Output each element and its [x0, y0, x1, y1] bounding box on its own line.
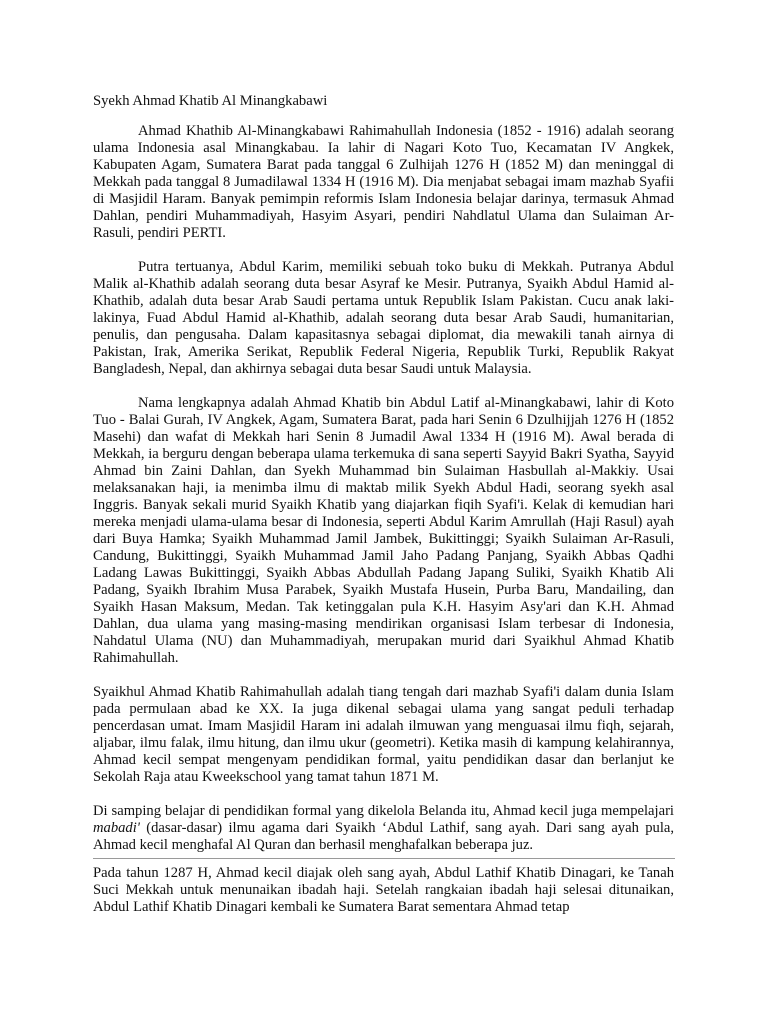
document-title: Syekh Ahmad Khatib Al Minangkabawi — [93, 93, 328, 109]
paragraph-early-education — [93, 803, 674, 854]
paragraph-biography-intro: Ahmad Khathib Al-Minangkabawi Rahimahullah Indonesia (1852 - 1916) adalah seorang ulama Indonesia asal Minangkabau. Ia lahir di Nagari Koto Tuo, Kecamatan IV Angkek, Kabupaten Agam, Sumatera Barat pada tanggal 6 Zulhijah 1276 H (1852 M) dan meninggal di Mekkah pada tanggal 8 Jumadilawal 1334 H (1916 M). Dia menjabat sebagai imam mazhab Syafii di Masjidil Haram. Banyak pemimpin reformis Islam Indonesia belajar darinya, termasuk Ahmad Dahlan, pendiri Muhammadiyah, Hasyim Asyari, pendiri Nahdlatul Ulama dan Sulaiman Ar-Rasuli, pendiri PERTI. — [93, 123, 674, 241]
paragraph-hajj-journey: Pada tahun 1287 H, Ahmad kecil diajak oleh sang ayah, Abdul Lathif Khatib Dinagari, ke Tanah Suci Mekkah untuk menunaikan ibadah haji. Setelah rangkaian ibadah haji selesai ditunaikan, Abdul Lathif Khatib Dinagari kembali ke Sumatera Barat sementara Ahmad tetap — [93, 865, 674, 915]
paragraph-early-education-part1: Di samping belajar di pendidikan formal yang dikelola Belanda itu, Ahmad kecil juga mempelajari — [93, 803, 674, 819]
paragraph-full-name-and-students: Nama lengkapnya adalah Ahmad Khatib bin Abdul Latif al-Minangkabawi, lahir di Koto Tuo - Balai Gurah, IV Angkek, Agam, Sumatera Barat, pada hari Senin 6 Dzulhijjah 1276 H (1852 Masehi) dan wafat di Mekkah hari Senin 8 Jumadil Awal 1334 H (1916 M). Awal berada di Mekkah, ia berguru dengan beberapa ulama terkemuka di sana seperti Sayyid Bakri Syatha, Sayyid Ahmad bin Zaini Dahlan, dan Syekh Muhammad bin Sulaiman Hasbullah al-Makkiy. Usai melaksanakan haji, ia menimba ilmu di maktab milik Syekh Abdul Hadi, seorang syekh asal Inggris. Banyak sekali murid Syaikh Khatib yang diajarkan fiqih Syafi'i. Kelak di kemudian hari mereka menjadi ulama-ulama besar di Indonesia, seperti Abdul Karim Amrullah (Haji Rasul) ayah dari Buya Hamka; Syaikh Muhammad Jamil Jambek, Bukittinggi; Syaikh Sulaiman Ar-Rasuli, Candung, Bukittinggi, Syaikh Muhammad Jamil Jaho Padang Panjang, Syaikh Abbas Qadhi Ladang Lawas Bukittinggi, Syaikh Abbas Abdullah Padang Japang Suliki, Syaikh Khatib Ali Padang, Syaikh Ibrahim Musa Parabek, Syaikh Mustafa Husein, Purba Baru, Mandailing, dan Syaikh Hasan Maksum, Medan. Tak ketinggalan pula K.H. Hasyim Asy'ari dan K.H. Ahmad Dahlan, dua ulama yang masing-masing mendirikan organisasi Islam terbesar di Indonesia, Nahdatul Ulama (NU) dan Muhammadiyah, merupakan murid dari Syaikhul Ahmad Khatib Rahimahullah. — [93, 395, 674, 666]
paragraph-family: Putra tertuanya, Abdul Karim, memiliki sebuah toko buku di Mekkah. Putranya Abdul Malik al-Khathib adalah seorang duta besar Asyraf ke Mesir. Putranya, Syaikh Abdul Hamid al-Khathib, adalah duta besar Arab Saudi pertama untuk Republik Islam Pakistan. Cucu anak laki-lakinya, Fuad Abdul Hamid al-Khathib, adalah seorang duta besar Arab Saudi, humanitarian, penulis, dan pengusaha. Dalam kapasitasnya sebagai diplomat, dia mewakili tanah airnya di Pakistan, Irak, Amerika Serikat, Republik Federal Nigeria, Republik Turki, Republik Rakyat Bangladesh, Nepal, dan akhirnya sebagai duta besar Saudi untuk Malaysia. — [93, 259, 674, 377]
paragraph-early-education-part2: (dasar-dasar) ilmu agama dari Syaikh ‘Abdul Lathif, sang ayah. Dari sang ayah pula, Ahmad kecil menghafal Al Quran dan berhasil menghafalkan beberapa juz. — [93, 820, 674, 853]
paragraph-scholarship: Syaikhul Ahmad Khatib Rahimahullah adalah tiang tengah dari mazhab Syafi'i dalam dunia Islam pada permulaan abad ke XX. Ia juga dikenal sebagai ulama yang sangat peduli terhadap pencerdasan umat. Imam Masjidil Haram ini adalah ilmuwan yang menguasai ilmu fiqh, sejarah, aljabar, ilmu falak, ilmu hitung, dan ilmu ukur (geometri). Ketika masih di kampung kelahirannya, Ahmad kecil sempat mengenyam pendidikan formal, yaitu pendidikan dasar dan berlanjut ke Sekolah Raja atau Kweekschool yang tamat tahun 1871 M. — [93, 684, 674, 785]
italic-term-mabadi: mabadi' — [93, 820, 140, 836]
section-divider — [93, 858, 675, 859]
document-body — [93, 93, 674, 933]
